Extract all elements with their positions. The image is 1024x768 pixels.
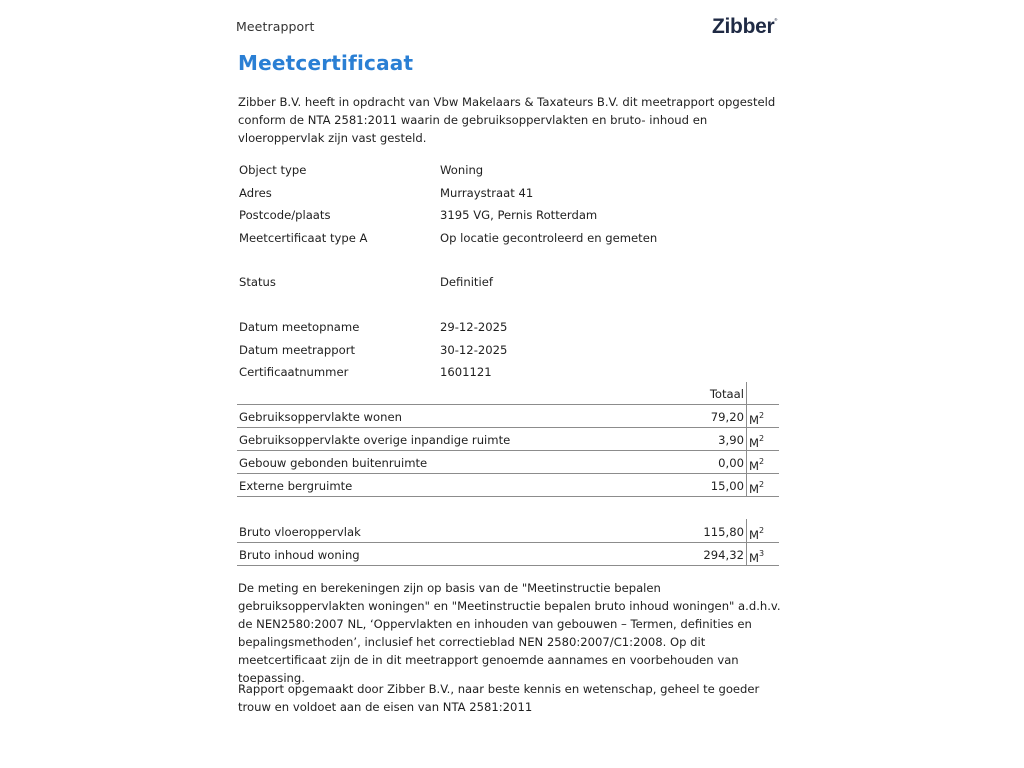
detail-value: 30-12-2025 — [440, 343, 508, 357]
detail-label: Object type — [239, 163, 307, 177]
row-label: Gebruiksoppervlakte overige inpandige ruimte — [239, 433, 511, 447]
row-unit: $M^3$ — [749, 549, 765, 565]
page-title: Meetcertificaat — [238, 51, 414, 75]
row-unit: $M^2$ — [749, 434, 765, 450]
row-label: Bruto vloeroppervlak — [239, 525, 361, 539]
detail-label: Status — [239, 275, 276, 289]
detail-label: Datum meetrapport — [239, 343, 356, 357]
detail-label: Datum meetopname — [239, 320, 360, 334]
table-header-row — [239, 383, 779, 405]
row-value: 294,32 — [703, 548, 744, 562]
table-rule — [237, 542, 779, 543]
detail-label: Meetcertificaat type A — [239, 231, 368, 245]
table-rule — [237, 427, 779, 428]
table-row-bruto — [239, 521, 779, 543]
row-value: 15,00 — [710, 479, 744, 493]
row-label: Bruto inhoud woning — [239, 548, 360, 562]
table-row — [239, 406, 779, 428]
detail-label: Postcode/plaats — [239, 208, 331, 222]
running-header-title: Meetrapport — [236, 19, 315, 34]
row-unit: $M^2$ — [749, 411, 765, 427]
zibber-logo — [712, 15, 777, 39]
logo-registered-mark: ® — [774, 17, 778, 22]
row-label: Externe bergruimte — [239, 479, 353, 493]
table-row — [239, 452, 779, 474]
table-rule — [237, 450, 779, 451]
row-value: 3,90 — [718, 433, 744, 447]
row-value: 115,80 — [703, 525, 744, 539]
table-row — [239, 475, 779, 497]
logo-text: Zibber — [712, 15, 775, 38]
row-unit: $M^2$ — [749, 457, 765, 473]
table-rule — [237, 496, 779, 497]
detail-value: Murraystraat 41 — [440, 186, 534, 200]
row-unit: $M^2$ — [749, 480, 765, 496]
table-rule — [237, 404, 779, 405]
table-rule — [237, 565, 779, 566]
intro-paragraph: Zibber B.V. heeft in opdracht van Vbw Makelaars & Taxateurs B.V. dit meetrapport opgesteld conform de NTA 2581:2011 waarin de gebruiksoppervlakten en bruto- inhoud en vloeroppervlak zijn vast gesteld. — [238, 95, 776, 145]
row-value: 0,00 — [718, 456, 744, 470]
table-row-bruto — [239, 544, 779, 566]
disclaimer-paragraph: De meting en berekeningen zijn op basis van de "Meetinstructie bepalen gebruiksoppervlakten woningen" en "Meetinstructie bepalen bruto inhoud woningen" a.d.h.v. de NEN2580:2007 NL, ‘Oppervlakten en inhouden van gebouwen – Termen, definities en bepalingsmethoden’, inclusief het correctieblad NEN 2580:2007/C1:2008. Op dit meetcertificaat zijn de in dit meetrapport genoemde aannames en voorbehouden van toepassing. — [238, 581, 781, 685]
row-unit: $M^2$ — [749, 526, 765, 542]
row-value: 79,20 — [710, 410, 744, 424]
detail-label: Adres — [239, 186, 272, 200]
table-rule — [237, 473, 779, 474]
detail-value: Woning — [440, 163, 484, 177]
detail-label: Certificaatnummer — [239, 365, 349, 379]
total-column-header: Totaal — [709, 387, 744, 401]
detail-value: Op locatie gecontroleerd en gemeten — [440, 231, 658, 245]
closing-paragraph: Rapport opgemaakt door Zibber B.V., naar beste kennis en wetenschap, geheel te goeder trouw en voldoet aan de eisen van NTA 2581:2011 — [238, 682, 760, 714]
detail-value: 1601121 — [440, 365, 492, 379]
detail-value: 3195 VG, Pernis Rotterdam — [440, 208, 598, 222]
row-label: Gebouw gebonden buitenruimte — [239, 456, 428, 470]
row-label: Gebruiksoppervlakte wonen — [239, 410, 402, 424]
table-row — [239, 429, 779, 451]
detail-value: 29-12-2025 — [440, 320, 508, 334]
detail-value: Definitief — [440, 275, 493, 289]
